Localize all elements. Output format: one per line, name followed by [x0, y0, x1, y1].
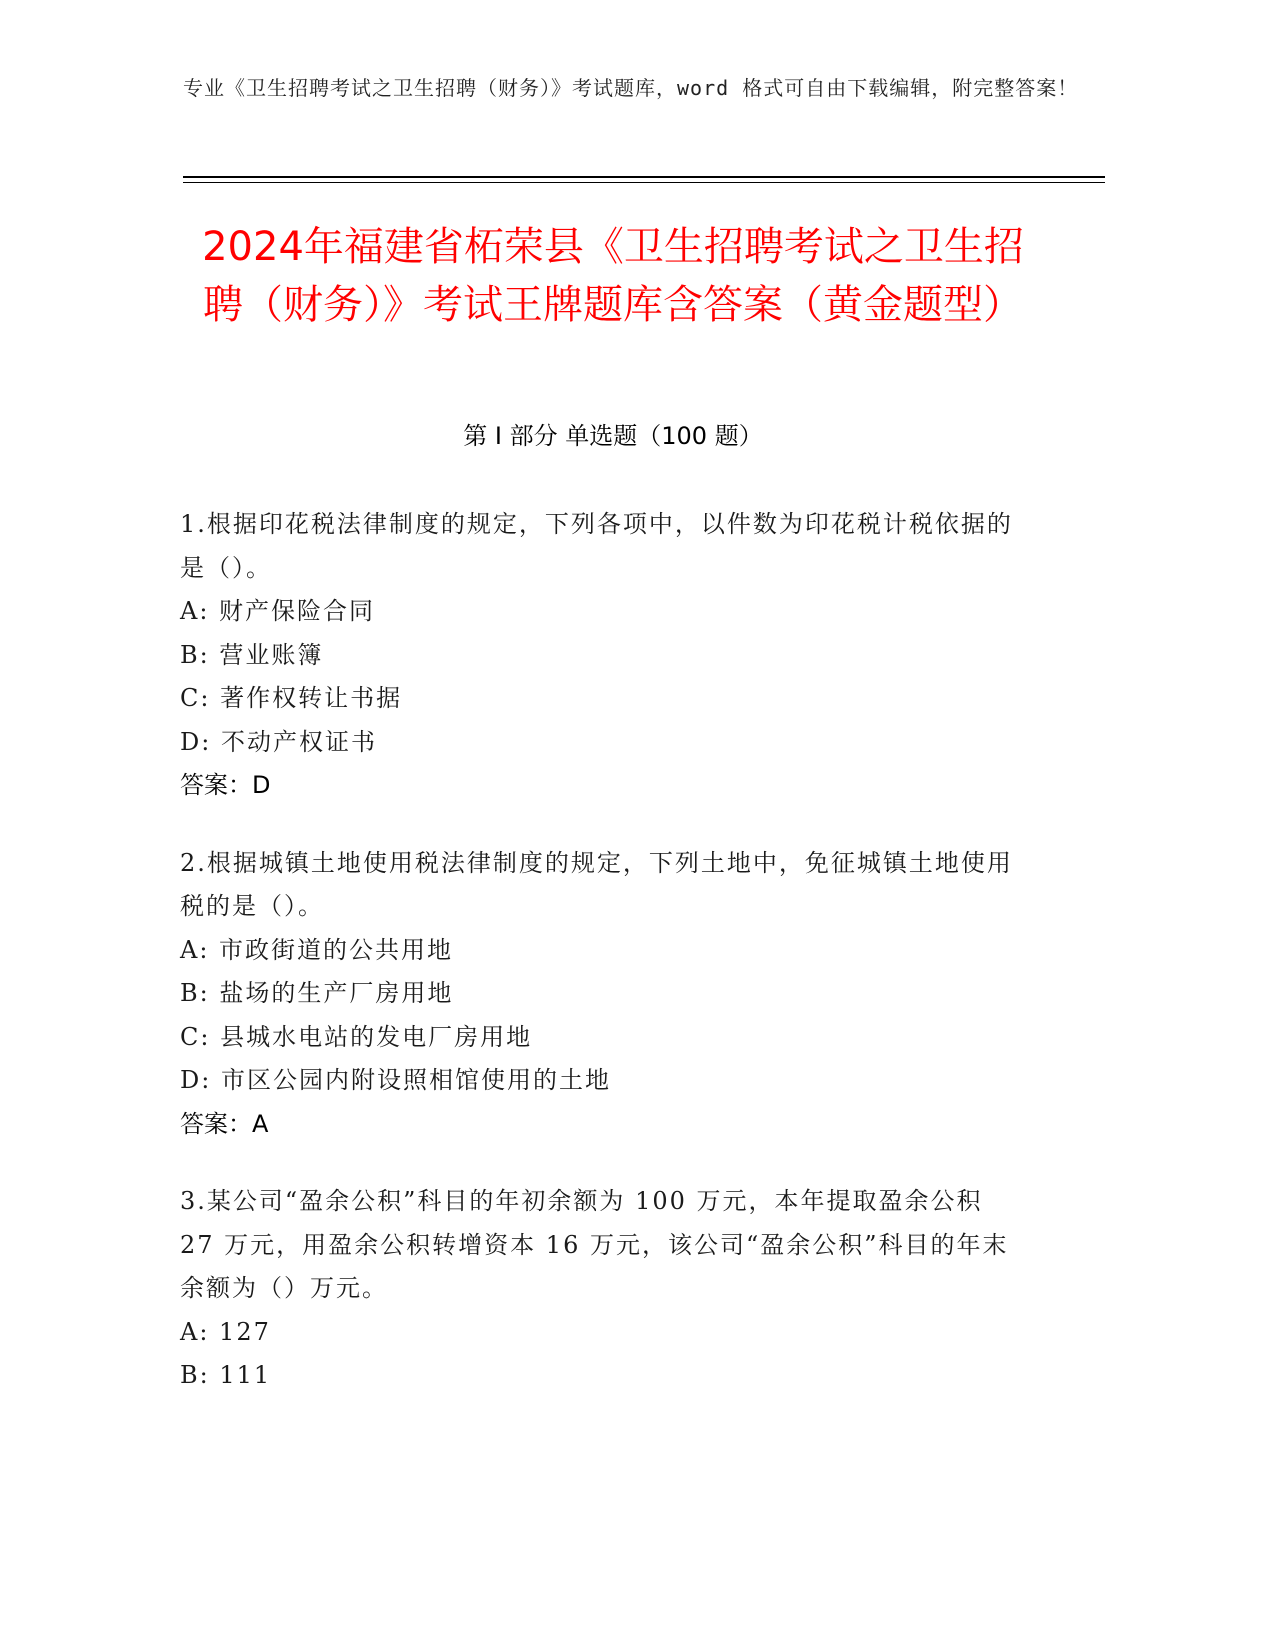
option-a: A: 127: [180, 1317, 271, 1346]
header-rule-thick: [183, 176, 1105, 178]
question-1: [180, 503, 1020, 808]
question-answer: 答案：D: [180, 771, 271, 799]
question-answer: 答案：A: [180, 1109, 269, 1138]
header-rule-thin: [183, 182, 1105, 183]
section-heading: 第 I 部分 单选题（100 题）: [463, 422, 763, 450]
question-stem: 2.根据城镇土地使用税法律制度的规定，下列土地中，免征城镇土地使用税的是（）。: [180, 848, 1013, 920]
option-c: C: 县城水电站的发电厂房用地: [180, 1022, 533, 1051]
document-title: 2024年福建省柘荣县《卫生招聘考试之卫生招聘（财务）》考试王牌题库含答案（黄金题型）: [202, 224, 1024, 328]
question-list: [180, 503, 1020, 1432]
question-3: [180, 1180, 1020, 1398]
option-b: B: 盐场的生产厂房用地: [180, 979, 454, 1007]
question-stem: 1.根据印花税法律制度的规定，下列各项中，以件数为印花税计税依据的是（）。: [180, 510, 1013, 582]
option-c: C: 著作权转让书据: [180, 684, 403, 712]
option-d: D: 不动产权证书: [180, 727, 377, 756]
option-b: B: 111: [180, 1361, 272, 1389]
option-d: D: 市区公园内附设照相馆使用的土地: [180, 1066, 611, 1094]
question-stem: 3.某公司“盈余公积”科目的年初余额为 100 万元，本年提取盈余公积 27 万元，用盈余公积转增资本 16 万元，该公司“盈余公积”科目的年末余额为（）万元。: [180, 1187, 1009, 1302]
option-a: A: 财产保险合同: [180, 597, 376, 625]
question-2: [180, 842, 1020, 1147]
option-a: A: 市政街道的公共用地: [180, 935, 454, 964]
option-b: B: 营业账簿: [180, 640, 324, 669]
header-note: 专业《卫生招聘考试之卫生招聘（财务）》考试题库，word 格式可自由下载编辑，附完整答案！: [183, 76, 1079, 100]
